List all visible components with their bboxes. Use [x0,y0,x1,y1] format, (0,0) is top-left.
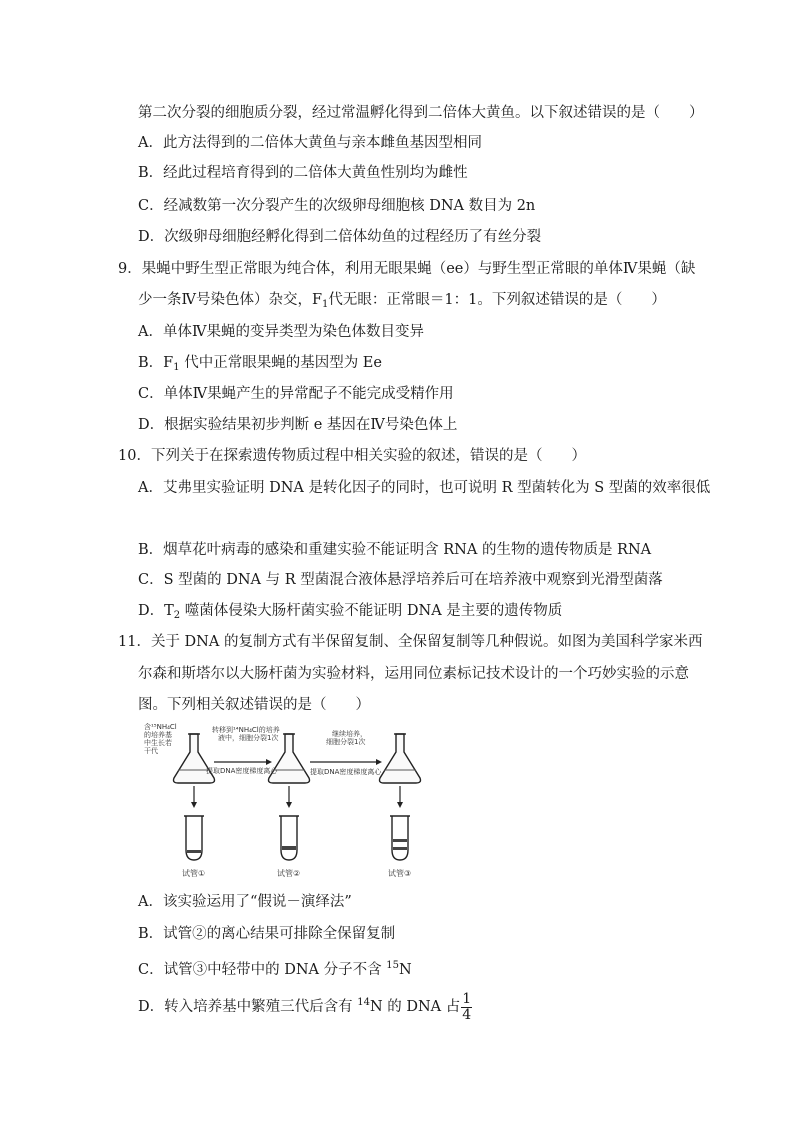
q10-stem: 10．下列关于在探索遗传物质过程中相关实验的叙述，错误的是（ ） [118,448,586,464]
q10-option-d: D．$T_2$ 噬菌体侵染大肠杆菌实验不能证明 DNA 是主要的遗传物质 [138,603,563,621]
q11-stem-line3: 图。下列相关叙述错误的是（ ） [138,697,370,713]
q9-option-c: C．单体Ⅳ果蝇产生的异常配子不能完成受精作用 [138,386,454,402]
arrow2-head [376,759,382,765]
test-tube-2 [279,816,299,860]
arrow1-label-2: 液中，细胞分裂1次 [218,734,279,742]
meselson-stahl-figure [138,722,438,882]
arrow2-label-2: 细胞分裂1次 [326,738,366,746]
down-arrow-1 [191,786,197,808]
arrow2-below-label: 提取DNA密度梯度离心 [310,768,382,776]
q8-stem-tail: 第二次分裂的细胞质分裂，经过常温孵化得到二倍体大黄鱼。以下叙述错误的是（ ） [138,105,704,121]
test-tube-3 [390,816,410,860]
arrow1-label-1: 转移到¹⁴NH₄Cl的培养 [212,726,280,734]
q10-option-b: B．烟草花叶病毒的感染和重建实验不能证明含 RNA 的生物的遗传物质是 RNA [138,542,652,558]
test-tube-1 [184,816,204,860]
flask-1 [174,734,215,783]
q8-option-b: B．经此过程培育得到的二倍体大黄鱼性别均为雌性 [138,165,468,181]
tube3-caption: 试管③ [388,869,412,878]
tube3-light-band [393,839,407,842]
arrow2-label-1: 继续培养， [332,730,367,738]
figure-start-label-2: 的培养基 [144,731,172,739]
arrow1-head [266,759,272,765]
flask-3 [380,734,421,783]
q8-option-d: D．次级卵母细胞经孵化得到二倍体幼鱼的过程经历了有丝分裂 [138,229,542,245]
q11-stem-line2: 尔森和斯塔尔以大肠杆菌为实验材料，运用同位素标记技术设计的一个巧妙实验的示意 [138,666,689,682]
tube2-caption: 试管② [277,869,301,878]
q9-option-b: B．$F_1$ 代中正常眼果蝇的基因型为 Ee [138,355,382,373]
q9-stem-line2: 少一条Ⅳ号染色体）杂交，$F_1$代无眼：正常眼＝1：1。下列叙述错误的是（ ） [138,292,666,310]
tube1-caption: 试管① [182,869,206,878]
fraction-one-quarter: $\frac{1}{4}$ [462,990,472,1023]
q11-option-c: C．试管③中轻带中的 DNA 分子不含 $^{15}$N [138,960,412,978]
q11-stem-line1: 11．关于 DNA 的复制方式有半保留复制、全保留复制等几种假说。如图为美国科学家米西 [118,634,703,650]
q8-option-a: A．此方法得到的二倍体大黄鱼与亲本雌鱼基因型相同 [138,135,482,151]
q10-option-c: C．S 型菌的 DNA 与 R 型菌混合液体悬浮培养后可在培养液中观察到光滑型菌落 [138,572,663,588]
q11-option-b: B．试管②的离心结果可排除全保留复制 [138,926,396,942]
figure-start-label-1: 含¹⁵NH₄Cl [144,723,177,731]
tube1-heavy-band [187,850,201,853]
figure-start-label-3: 中生长若 [144,739,172,747]
tube2-middle-band [282,846,296,850]
figure-start-label-4: 干代 [144,747,158,755]
q8-option-c: C．经减数第一次分裂产生的次级卵母细胞核 DNA 数目为 2n [138,198,536,214]
down-arrow-2 [286,786,292,808]
tube3-middle-band [393,847,407,850]
q10-option-a: A．艾弗里实验证明 DNA 是转化因子的同时，也可说明 R 型菌转化为 S 型菌的效率很低 [138,480,711,496]
q9-stem-line1: 9．果蝇中野生型正常眼为纯合体，利用无眼果蝇（ee）与野生型正常眼的单体Ⅳ果蝇（缺 [118,261,696,277]
q9-option-d: D．根据实验结果初步判断 e 基因在Ⅳ号染色体上 [138,417,458,433]
q11-option-a: A．该实验运用了“假说－演绎法” [138,894,352,910]
q11-option-d: D．转入培养基中繁殖三代后含有 $^{14}$N 的 DNA 占 $\frac{1}{4}$ [138,990,472,1023]
down-arrow-3 [397,786,403,808]
arrow1-below-label: 提取DNA密度梯度离心 [206,767,278,775]
q9-option-a: A．单体Ⅳ果蝇的变异类型为染色体数目变异 [138,324,424,340]
